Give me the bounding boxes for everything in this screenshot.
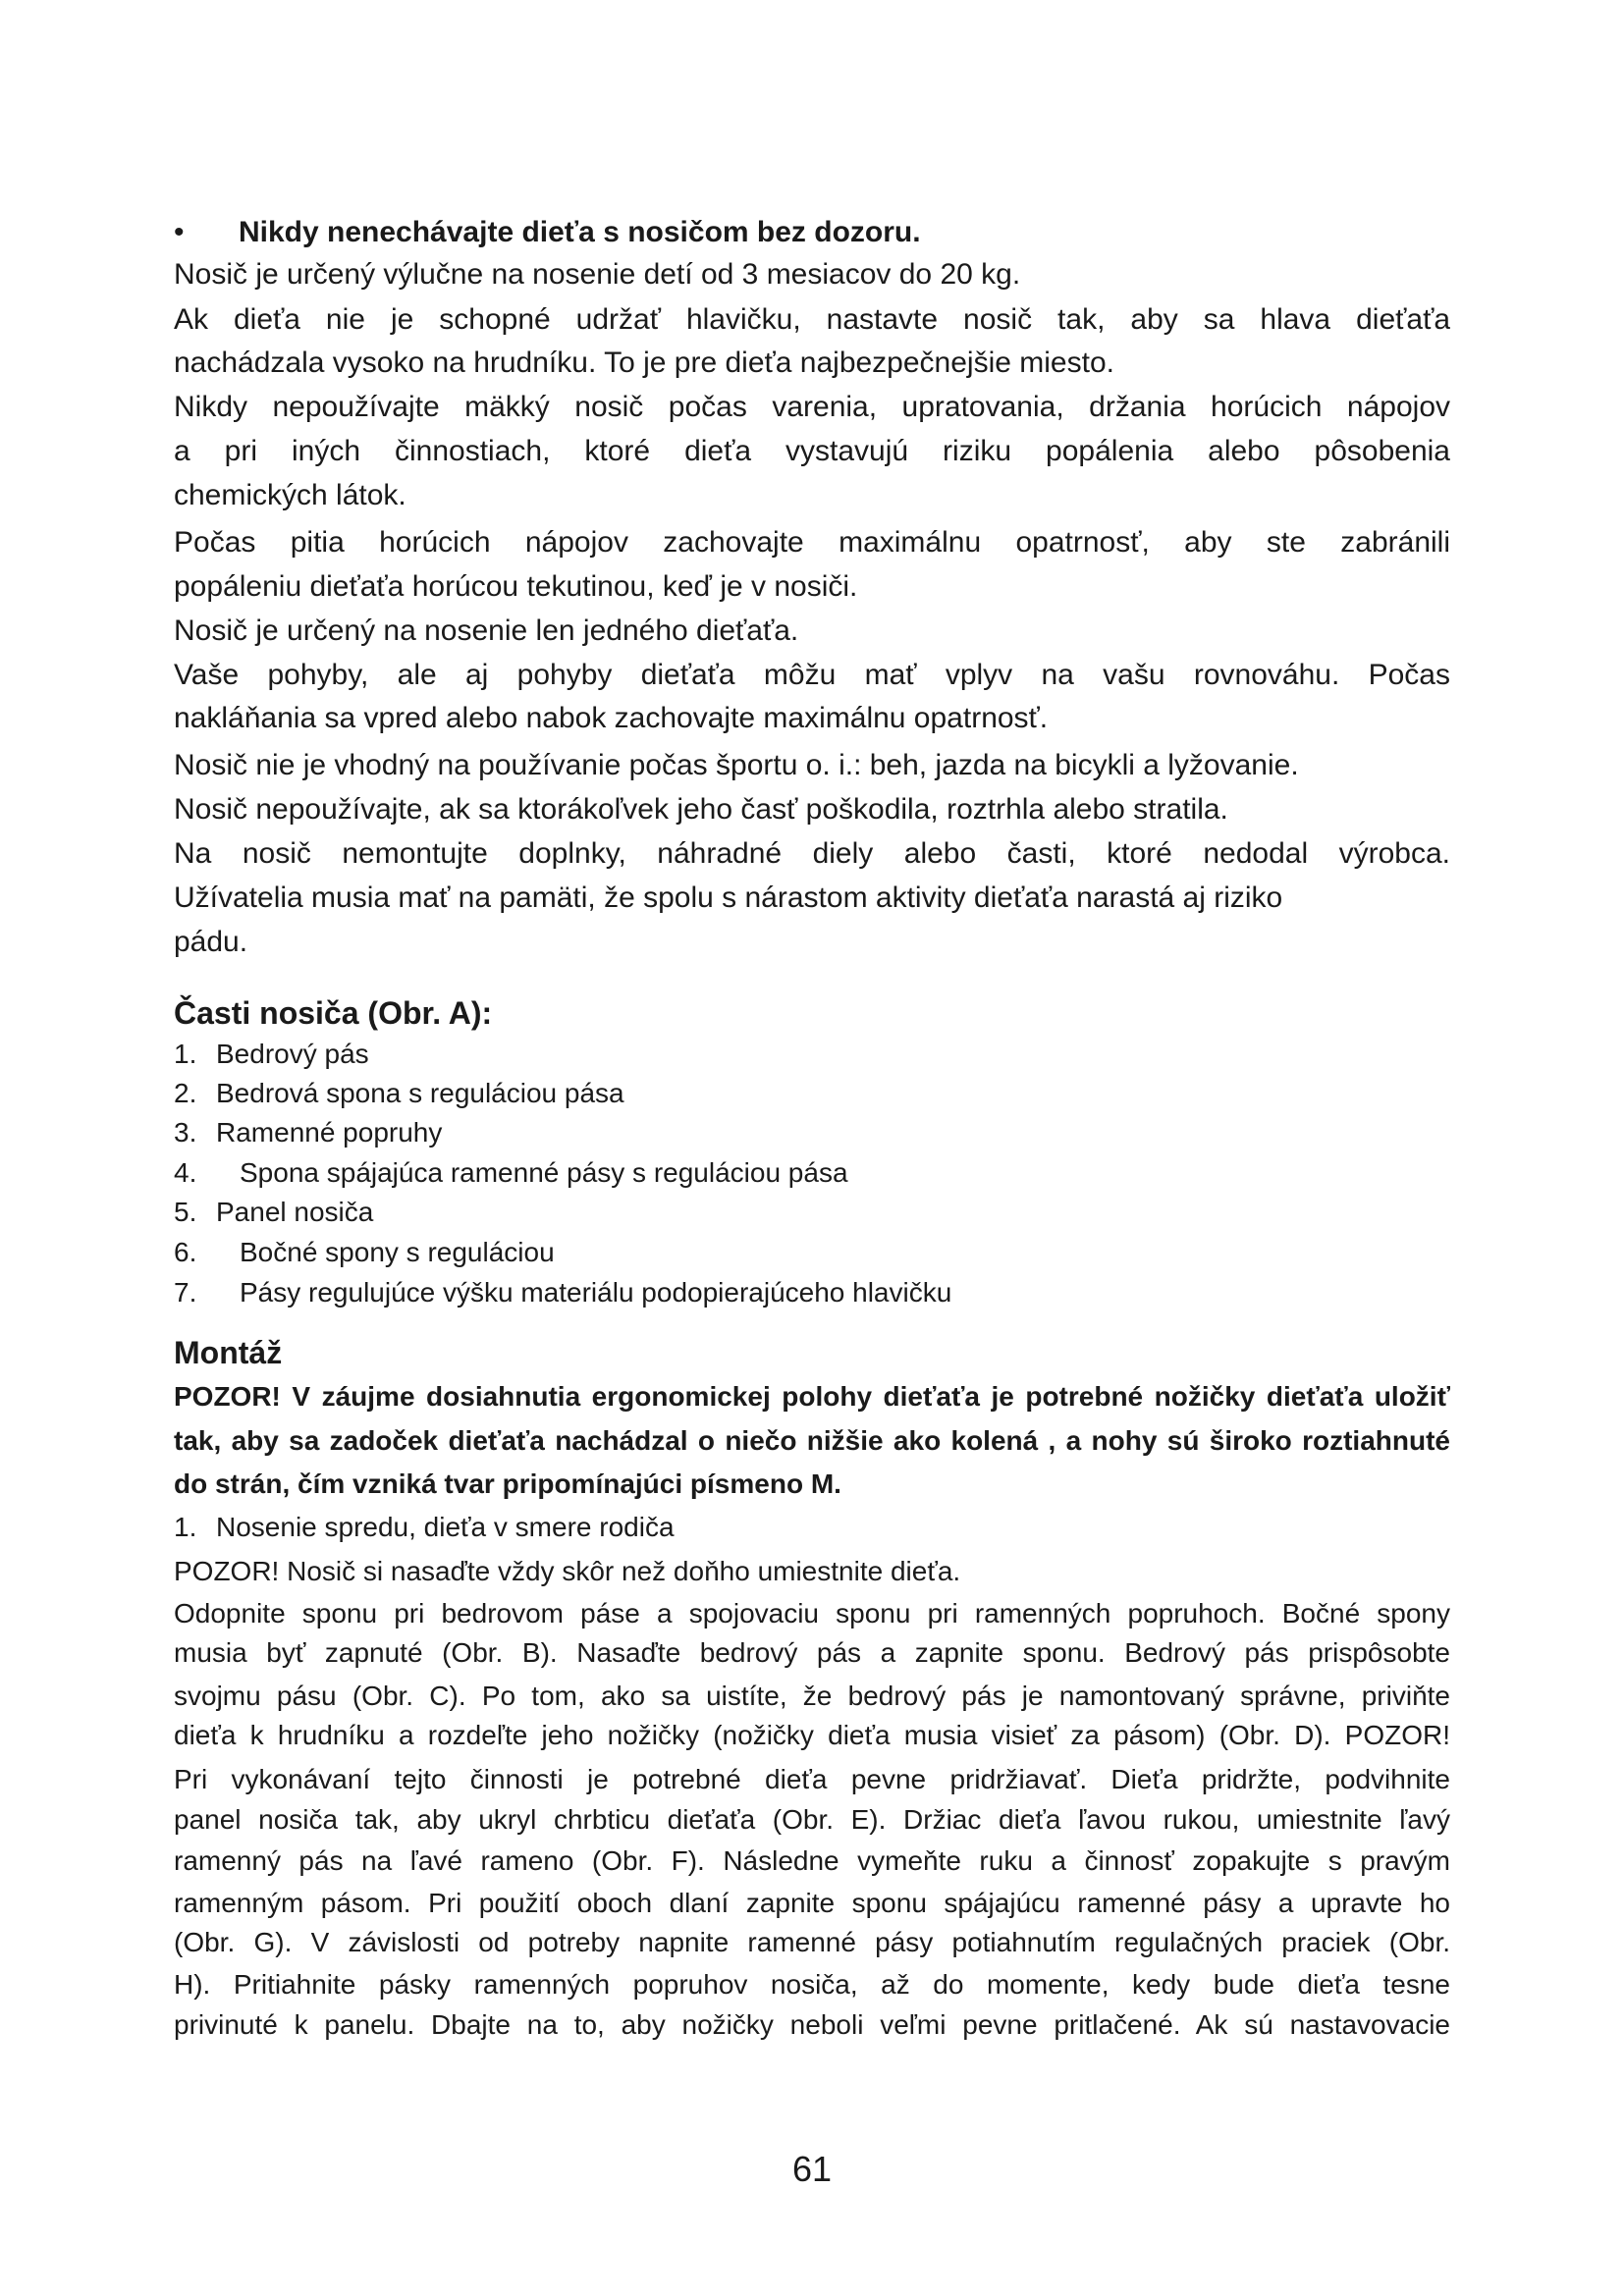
text-line: musia byť zapnuté (Obr. B). Nasaďte bedrový pás a zapnite sponu. Bedrový pás prispôsobte: [174, 1637, 1450, 1668]
warning-title: Nikdy nenechávajte dieťa s nosičom bez dozoru.: [239, 216, 921, 248]
text-line: chemických látok.: [174, 479, 406, 511]
text-line: nachádzala vysoko na hrudníku. To je pre dieťa najbezpečnejšie miesto.: [174, 347, 1114, 379]
list-item-number: 7.: [174, 1277, 197, 1308]
list-item-number: 2.: [174, 1078, 197, 1108]
text-line: popáleniu dieťaťa horúcou tekutinou, keď je v nosiči.: [174, 570, 858, 603]
list-item-number: 4.: [174, 1157, 197, 1188]
text-line: Nosič je určený výlučne na nosenie detí od 3 mesiacov do 20 kg.: [174, 258, 1021, 291]
text-line: Nosič nie je vhodný na používanie počas športu o. i.: beh, jazda na bicykli a lyžovanie.: [174, 749, 1299, 781]
text-line: Nikdy nepoužívajte mäkký nosič počas varenia, upratovania, držania horúcich nápojov: [174, 391, 1450, 423]
list-item: Pásy regulujúce výšku materiálu podopierajúceho hlavičku: [240, 1277, 952, 1308]
text-line: privinuté k panelu. Dbajte na to, aby nožičky neboli veľmi pevne pritlačené. Ak sú nastavovacie: [174, 2009, 1450, 2040]
text-line: (Obr. G). V závislosti od potreby napnite ramenné pásy potiahnutím regulačných praciek (Obr.: [174, 1927, 1450, 1957]
step-number: 1.: [174, 1512, 197, 1542]
text-line: ramenným pásom. Pri použití oboch dlaní zapnite sponu spájajúcu ramenné pásy a upravte ho: [174, 1888, 1450, 1918]
parts-heading: Časti nosiča (Obr. A):: [174, 995, 493, 1031]
assembly-warning-line: do strán, čím vzniká tvar pripomínajúci písmeno M.: [174, 1468, 841, 1499]
text-line: ramenný pás na ľavé rameno (Obr. F). Následne vymeňte ruku a činnosť zopakujte s pravým: [174, 1845, 1450, 1876]
text-line: panel nosiča tak, aby ukryl chrbticu dieťaťa (Obr. E). Držiac dieťa ľavou rukou, umiestnite ľavý: [174, 1804, 1450, 1835]
text-line: Odopnite sponu pri bedrovom páse a spojovaciu sponu pri ramenných popruhoch. Bočné spony: [174, 1598, 1450, 1629]
list-item: Bočné spony s reguláciou: [240, 1237, 555, 1267]
text-line: nakláňania sa vpred alebo nabok zachovajte maximálnu opatrnosť.: [174, 702, 1049, 734]
list-item: Panel nosiča: [216, 1197, 374, 1227]
list-item-number: 1.: [174, 1039, 197, 1069]
bullet-marker: •: [174, 216, 185, 248]
text-line: svojmu pásu (Obr. C). Po tom, ako sa uistíte, že bedrový pás je namontovaný správne, priviňte: [174, 1681, 1450, 1711]
text-line: H). Pritiahnite pásky ramenných popruhov nosiča, až do momente, kedy bude dieťa tesne: [174, 1969, 1450, 2000]
assembly-warning-line: POZOR! V záujme dosiahnutia ergonomickej polohy dieťaťa je potrebné nožičky dieťaťa uložiť: [174, 1381, 1450, 1412]
list-item: Spona spájajúca ramenné pásy s reguláciou pása: [240, 1157, 848, 1188]
list-item-number: 6.: [174, 1237, 197, 1267]
assembly-note: POZOR! Nosič si nasaďte vždy skôr než doňho umiestnite dieťa.: [174, 1556, 961, 1586]
assembly-warning-line: tak, aby sa zadoček dieťaťa nachádzal o niečo nižšie ako kolená , a nohy sú široko roztiahnuté: [174, 1425, 1450, 1456]
text-line: Vaše pohyby, ale aj pohyby dieťaťa môžu mať vplyv na vašu rovnováhu. Počas: [174, 659, 1450, 691]
assembly-heading: Montáž: [174, 1335, 283, 1370]
text-line: Užívatelia musia mať na pamäti, že spolu s nárastom aktivity dieťaťa narastá aj riziko: [174, 881, 1283, 914]
text-line: Počas pitia horúcich nápojov zachovajte maximálnu opatrnosť, aby ste zabránili: [174, 526, 1450, 559]
text-line: Ak dieťa nie je schopné udržať hlavičku, nastavte nosič tak, aby sa hlava dieťaťa: [174, 303, 1450, 336]
list-item: Bedrová spona s reguláciou pása: [216, 1078, 624, 1108]
text-line: Nosič je určený na nosenie len jedného dieťaťa.: [174, 614, 799, 647]
text-line: a pri iných činnostiach, ktoré dieťa vystavujú riziku popálenia alebo pôsobenia: [174, 435, 1450, 467]
text-line: pádu.: [174, 926, 248, 958]
list-item: Bedrový pás: [216, 1039, 369, 1069]
page-number: 61: [791, 2149, 833, 2189]
list-item: Ramenné popruhy: [216, 1117, 443, 1148]
text-line: Na nosič nemontujte doplnky, náhradné diely alebo časti, ktoré nedodal výrobca.: [174, 837, 1450, 870]
text-line: dieťa k hrudníku a rozdeľte jeho nožičky (nožičky dieťa musia visieť za pásom) (Obr. D). POZOR!: [174, 1720, 1450, 1750]
list-item-number: 3.: [174, 1117, 197, 1148]
text-line: Nosič nepoužívajte, ak sa ktorákoľvek jeho časť poškodila, roztrhla alebo stratila.: [174, 793, 1228, 826]
text-line: Pri vykonávaní tejto činnosti je potrebné dieťa pevne pridržiavať. Dieťa pridržte, podvihnite: [174, 1764, 1450, 1794]
step-title: Nosenie spredu, dieťa v smere rodiča: [216, 1512, 675, 1542]
list-item-number: 5.: [174, 1197, 197, 1227]
